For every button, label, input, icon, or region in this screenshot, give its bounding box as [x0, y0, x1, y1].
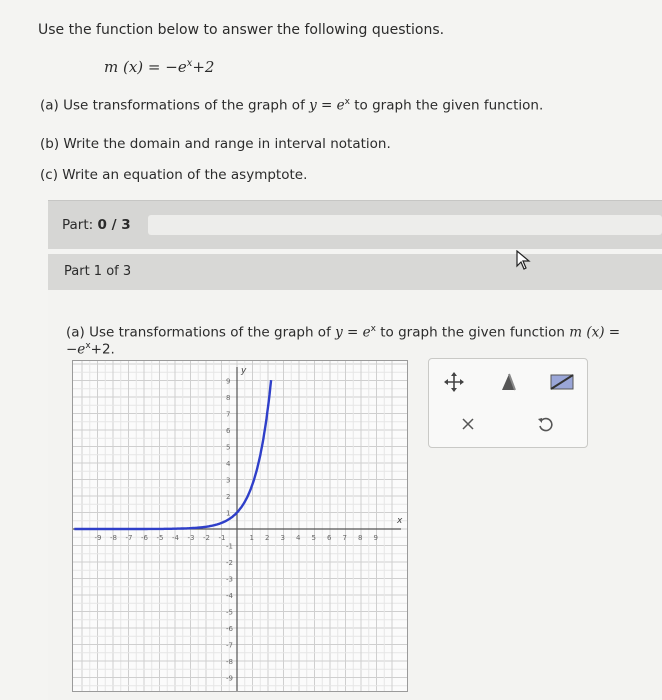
question-a: [40, 97, 543, 114]
x-tick-label: 4: [296, 534, 301, 542]
question-b: (b) Write the domain and range in interval notation.: [40, 136, 391, 152]
function-formula: [104, 58, 214, 76]
x-tick-label: 7: [342, 534, 347, 542]
y-tick-label: 2: [226, 493, 231, 501]
part-progress-label: [62, 217, 131, 233]
y-tick-label: -2: [226, 559, 233, 567]
y-tick-label: 3: [226, 476, 231, 485]
y-tick-label: -8: [226, 658, 233, 666]
question-a-fn: y = e: [309, 97, 345, 114]
x-icon[interactable]: [461, 417, 475, 431]
y-tick-label: -6: [226, 625, 233, 633]
y-tick-label: 5: [226, 443, 231, 452]
question-a-exp: x: [344, 97, 350, 107]
x-tick-label: 2: [265, 534, 270, 542]
graph-question-exp2: x: [85, 340, 91, 351]
question-a-post: to graph the given function.: [349, 97, 544, 114]
graph-question-exp: x: [370, 324, 376, 334]
part-header-label: Part 1 of 3: [64, 264, 132, 279]
y-tick-label: -1: [226, 542, 233, 551]
question-a-pre: (a) Use transformations of the graph of: [40, 97, 310, 114]
x-tick-label: -1: [218, 534, 226, 542]
x-tick-label: 1: [249, 534, 254, 542]
x-tick-label: 5: [311, 534, 316, 542]
y-axis-label: y: [241, 366, 247, 376]
graph-question-pre: (a) Use transformations of the graph of: [66, 324, 336, 341]
x-tick-label: 6: [327, 534, 332, 542]
x-axis-label: x: [397, 516, 403, 526]
mouse-cursor-icon: [515, 250, 533, 270]
formula-rhs: +2: [192, 58, 215, 76]
y-tick-label: -9: [226, 674, 233, 683]
graph-question-fn2: m (x) = −e: [66, 324, 621, 357]
x-tick-label: -6: [141, 534, 148, 542]
x-tick-label: -9: [94, 534, 102, 542]
graph-question-fn: y = e: [335, 324, 371, 341]
y-tick-label: 7: [226, 410, 231, 419]
x-tick-label: -4: [172, 534, 179, 542]
formula-exponent: x: [186, 58, 193, 69]
x-tick-label: 9: [373, 534, 378, 542]
graph-question: [66, 324, 662, 357]
y-tick-label: 6: [226, 427, 231, 435]
formula-lhs: m (x) = −e: [104, 58, 187, 76]
x-tick-label: -3: [187, 534, 195, 542]
y-tick-label: -5: [226, 608, 233, 617]
y-tick-label: -7: [226, 641, 233, 650]
x-tick-label: 3: [280, 534, 285, 542]
part-label: Part:: [62, 217, 98, 233]
part-progress-count: 0 / 3: [97, 217, 131, 233]
y-tick-label: -4: [226, 592, 233, 600]
question-c: (c) Write an equation of the asymptote.: [40, 167, 308, 183]
coordinate-grid[interactable]: [73, 361, 407, 691]
undo-icon[interactable]: [537, 416, 553, 432]
part-progress-bar: [48, 200, 662, 249]
y-tick-label: 1: [226, 509, 231, 518]
graph-question-post: +2.: [90, 341, 115, 357]
y-tick-label: 4: [226, 460, 231, 468]
line-tool-icon[interactable]: [497, 371, 519, 393]
graph-toolbox: [428, 358, 588, 448]
x-tick-label: -7: [125, 534, 133, 542]
x-tick-label: 8: [358, 534, 363, 542]
x-tick-label: -8: [110, 534, 117, 542]
intro-text: Use the function below to answer the following questions.: [38, 22, 445, 38]
y-tick-label: 8: [226, 394, 231, 402]
part-header: [48, 254, 662, 290]
y-tick-label: -3: [226, 575, 233, 584]
progress-track: [148, 215, 662, 235]
fill-tool-icon[interactable]: [549, 371, 575, 393]
y-tick-label: 9: [226, 377, 231, 386]
graph-question-mid: to graph the given function: [375, 324, 570, 341]
x-tick-label: -5: [156, 534, 164, 542]
move-icon[interactable]: [443, 371, 465, 393]
graph-area[interactable]: [72, 360, 408, 692]
x-tick-label: -2: [203, 534, 210, 542]
